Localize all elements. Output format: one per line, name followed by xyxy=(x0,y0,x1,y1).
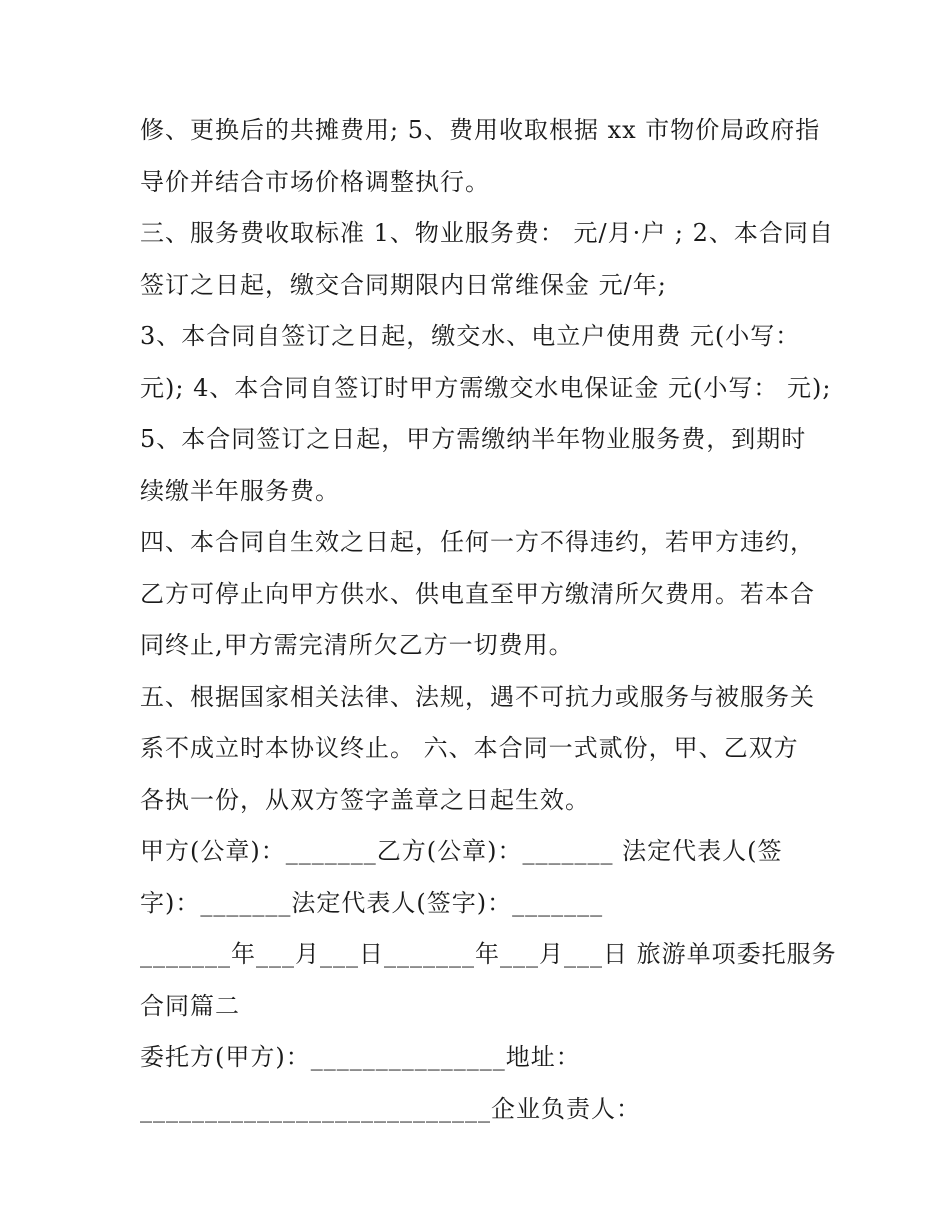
text-line: 元); 4、本合同自签订时甲方需缴交水电保证金 元(小写： 元); xyxy=(140,373,832,402)
text-line: 系不成立时本协议终止。 六、本合同一式贰份，甲、乙双方 xyxy=(140,734,799,762)
text-line: 四、本合同自生效之日起，任何一方不得违约，若甲方违约， xyxy=(140,528,815,556)
text-line: 3、本合同自签订之日起，缴交水、电立户使用费 元(小写： xyxy=(140,322,801,350)
text-line: 各执一份，从双方签字盖章之日起生效。 xyxy=(140,785,590,814)
text-line: 续缴半年服务费。 xyxy=(140,476,340,505)
text-line: 同终止,甲方需完清所欠乙方一切费用。 xyxy=(140,631,574,659)
text-line: 导价并结合市场价格调整执行。 xyxy=(140,167,490,196)
signature-line: 字)：_______法定代表人(签字)：_______ xyxy=(140,888,604,917)
signature-line: 甲方(公章)：_______乙方(公章)：_______ 法定代表人(签 xyxy=(140,837,783,865)
text-line: 五、根据国家相关法律、法规，遇不可抗力或服务与被服务关 xyxy=(140,682,815,711)
text-line: 三、服务费收取标准 1、物业服务费： 元/月·户 ; 2、本合同自 xyxy=(140,219,834,247)
form-field-line: ___________________________企业负责人： xyxy=(140,1094,641,1123)
text-line: 5、本合同签订之日起，甲方需缴纳半年物业服务费，到期时 xyxy=(140,425,807,453)
text-line: 签订之日起，缴交合同期限内日常维保金 元/年; xyxy=(140,270,667,299)
form-field-line: 委托方(甲方)：_______________地址： xyxy=(140,1043,581,1071)
text-line: 乙方可停止向甲方供水、供电直至甲方缴清所欠费用。若本合 xyxy=(140,579,815,608)
section-title: 合同篇二 xyxy=(140,991,240,1020)
date-line: _______年___月___日_______年___月___日 旅游单项委托服务 xyxy=(140,940,837,968)
text-line: 修、更换后的共摊费用; 5、费用收取根据 xx 市物价局政府指 xyxy=(140,116,821,144)
